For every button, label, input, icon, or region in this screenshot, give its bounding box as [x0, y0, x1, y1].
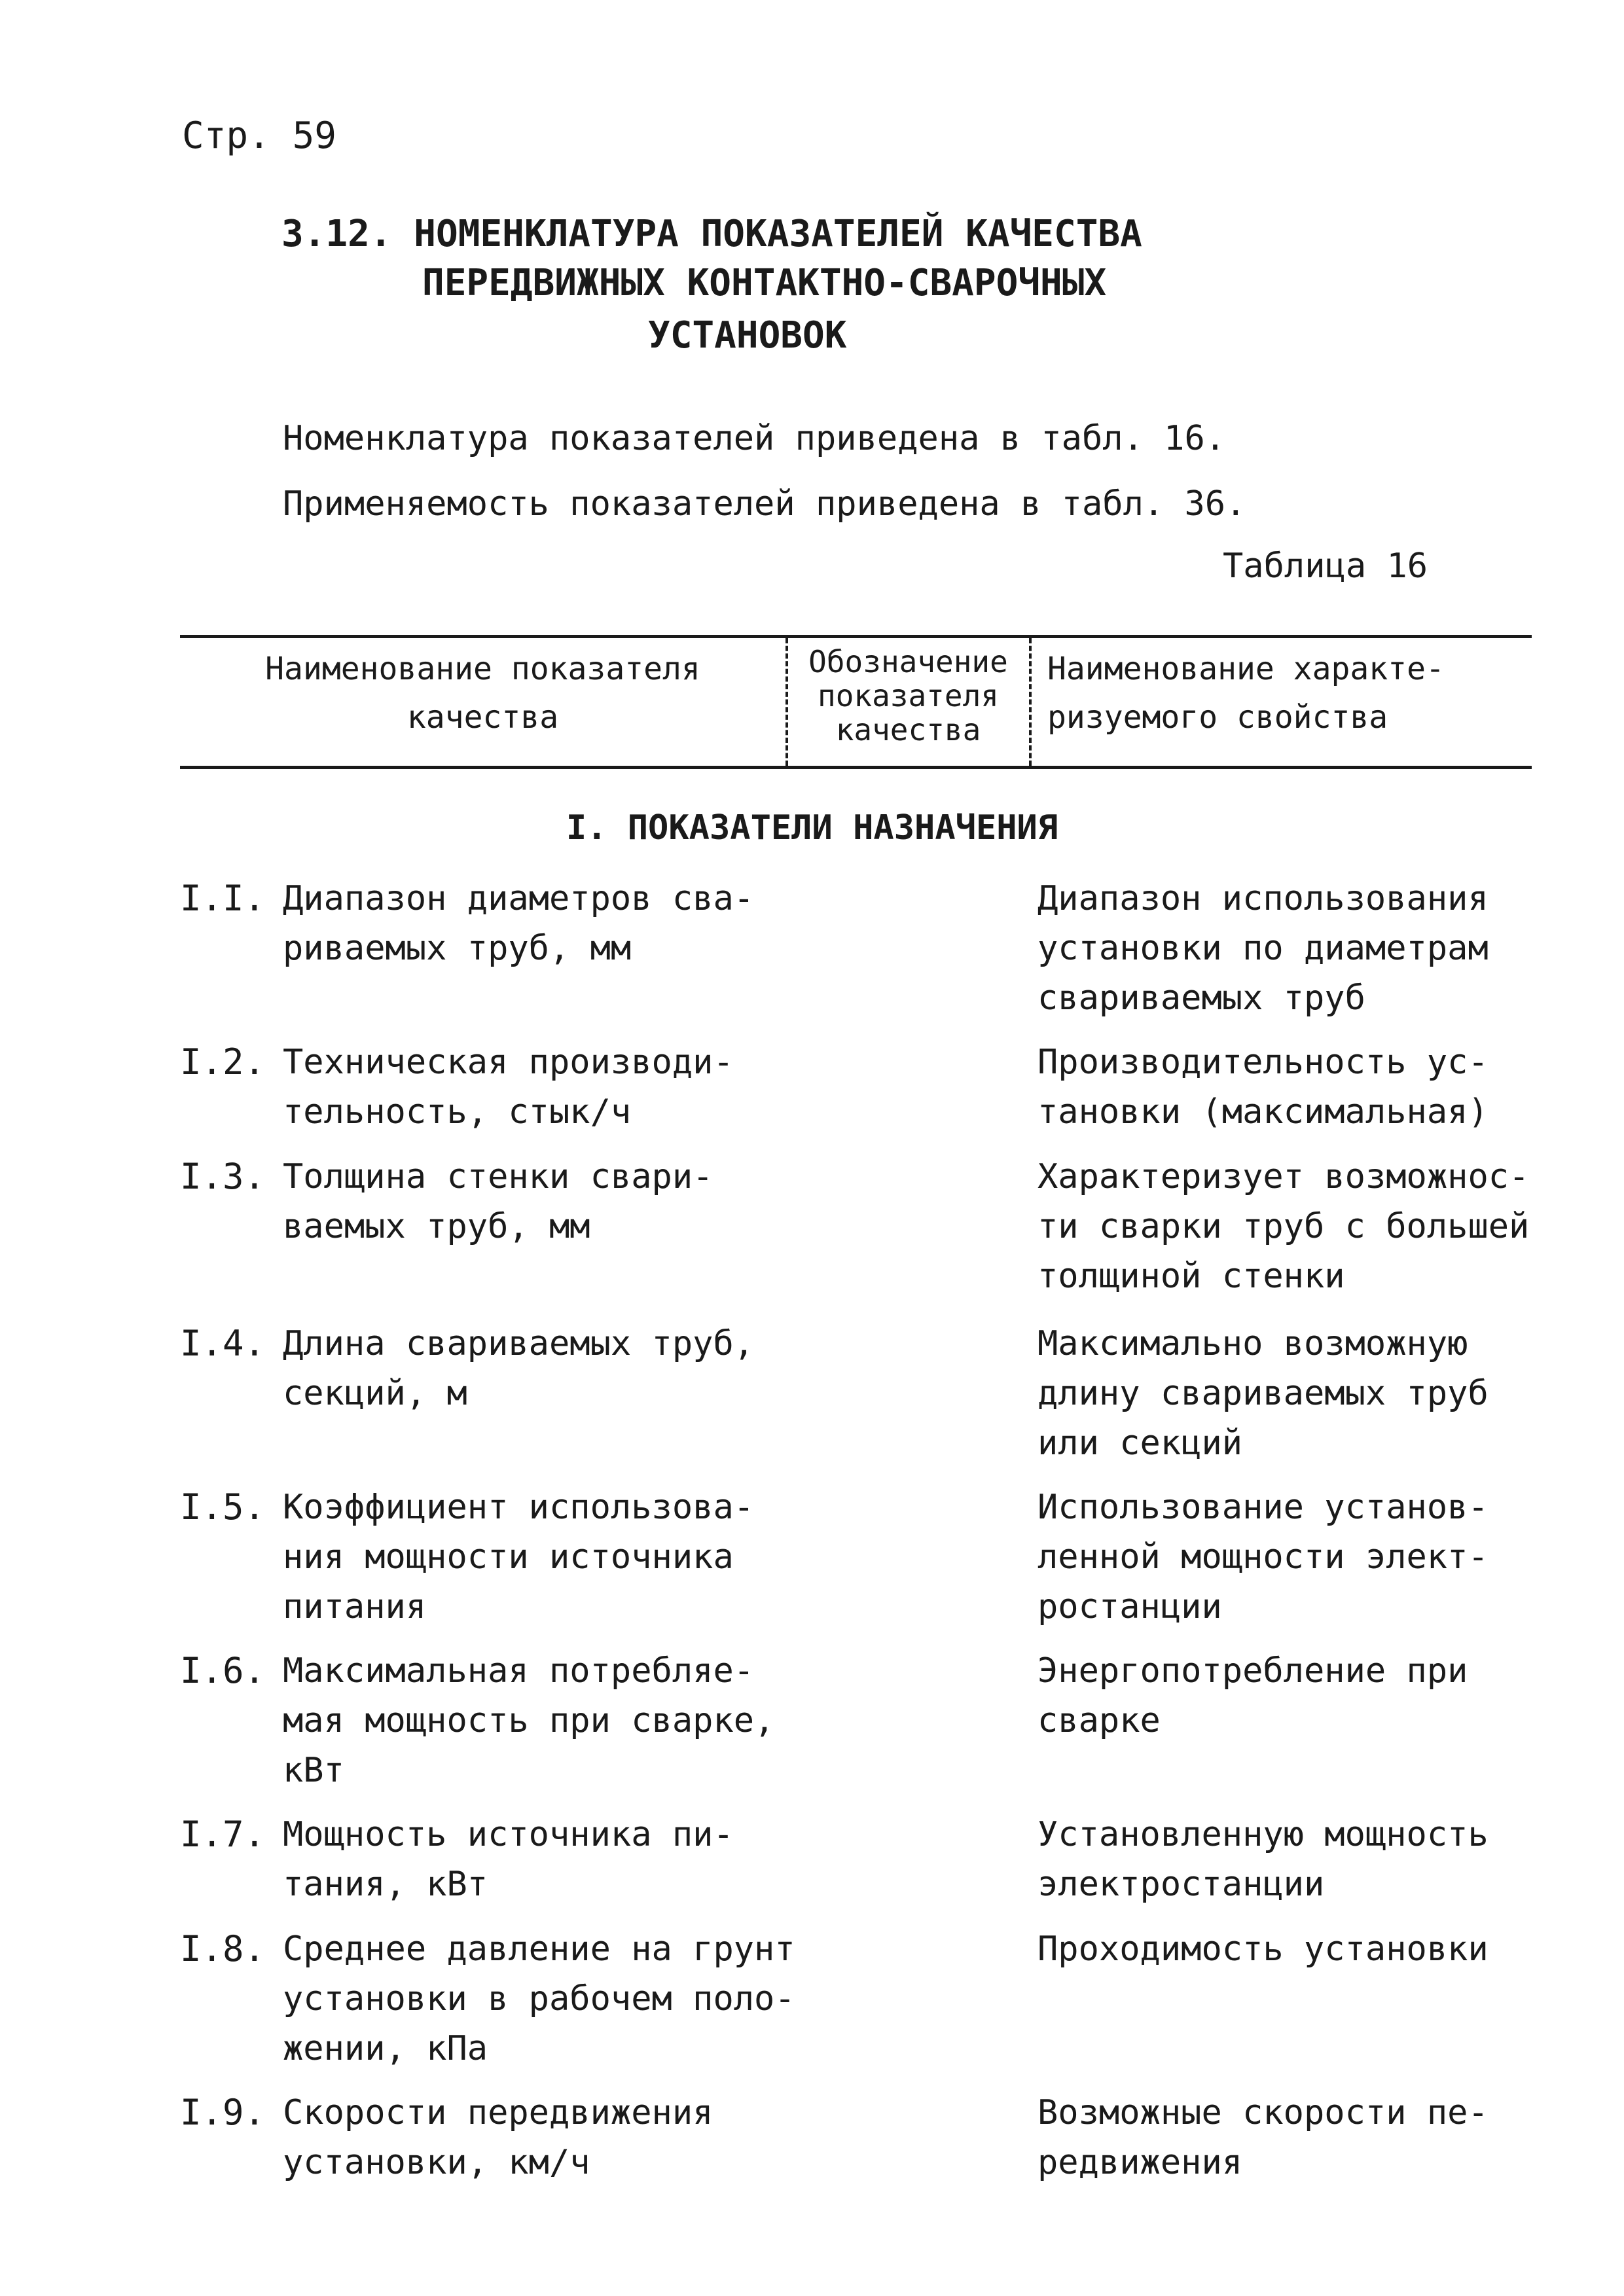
- row-indicator-name: Среднее давление на грунт установки в рабочем поло- жении, кПа: [283, 1929, 795, 2068]
- row-property: Проходимость установки: [1038, 1929, 1489, 1969]
- row-property: Возможные скорости пе- редвижения: [1038, 2093, 1489, 2182]
- table-top-rule: [180, 635, 1532, 638]
- header-property: Наименование характе- ризуемого свойства: [1047, 651, 1445, 736]
- row-property: Диапазон использования установки по диаметрам свариваемых труб: [1038, 879, 1489, 1018]
- column-separator-2: [1029, 638, 1032, 766]
- row-number: I.7.: [180, 1814, 266, 1855]
- row-property: Максимально возможную длину свариваемых труб или секций: [1038, 1324, 1489, 1463]
- table-section-title: I. ПОКАЗАТЕЛИ НАЗНАЧЕНИЯ: [566, 808, 1058, 848]
- row-property: Использование установ- ленной мощности элект- ростанции: [1038, 1488, 1489, 1626]
- header-indicator-name: Наименование показателя качества: [265, 651, 700, 736]
- row-indicator-name: Диапазон диаметров сва- риваемых труб, мм: [283, 879, 755, 968]
- row-property: Энергопотребление при сварке: [1038, 1651, 1468, 1740]
- title-line-3: УСТАНОВОК: [648, 314, 847, 357]
- row-indicator-name: Максимальная потребляе- мая мощность при сварке, кВт: [283, 1651, 775, 1790]
- row-number: I.8.: [180, 1928, 266, 1969]
- row-number: I.3.: [180, 1156, 266, 1197]
- title-line-1: 3.12. НОМЕНКЛАТУРА ПОКАЗАТЕЛЕЙ КАЧЕСТВА: [281, 213, 1142, 255]
- row-number: I.4.: [180, 1323, 266, 1364]
- intro-applicability: Применяемость показателей приведена в табл. 36.: [283, 484, 1246, 524]
- row-property: Установленную мощность электростанции: [1038, 1815, 1489, 1904]
- table-label: Таблица 16: [1223, 547, 1428, 586]
- row-number: I.6.: [180, 1650, 266, 1691]
- row-indicator-name: Скорости передвижения установки, км/ч: [283, 2093, 713, 2182]
- row-indicator-name: Техническая производи- тельность, стык/ч: [283, 1043, 734, 1132]
- intro-nomenclature: Номенклатура показателей приведена в табл. 16.: [283, 419, 1226, 458]
- row-indicator-name: Толщина стенки свари- ваемых труб, мм: [283, 1157, 713, 1246]
- row-indicator-name: Мощность источника пи- тания, кВт: [283, 1815, 734, 1904]
- table-header-rule: [180, 766, 1532, 769]
- column-separator-1: [785, 638, 788, 766]
- row-property: Характеризует возможнос- ти сварки труб с большей толщиной стенки: [1038, 1157, 1530, 1296]
- row-indicator-name: Длина свариваемых труб, секций, м: [283, 1324, 755, 1413]
- title-line-2: ПЕРЕДВИЖНЫХ КОНТАКТНО-СВАРОЧНЫХ: [422, 262, 1107, 304]
- row-number: I.5.: [180, 1486, 266, 1528]
- row-indicator-name: Коэффициент использова- ния мощности источника питания: [283, 1488, 755, 1626]
- page-number: Стр. 59: [182, 115, 337, 157]
- header-designation: Обозначение показателя качества: [808, 644, 1008, 747]
- row-number: I.9.: [180, 2092, 266, 2133]
- row-number: I.2.: [180, 1041, 266, 1083]
- row-number: I.I.: [180, 878, 266, 919]
- row-property: Производительность ус- тановки (максимальная): [1038, 1043, 1489, 1132]
